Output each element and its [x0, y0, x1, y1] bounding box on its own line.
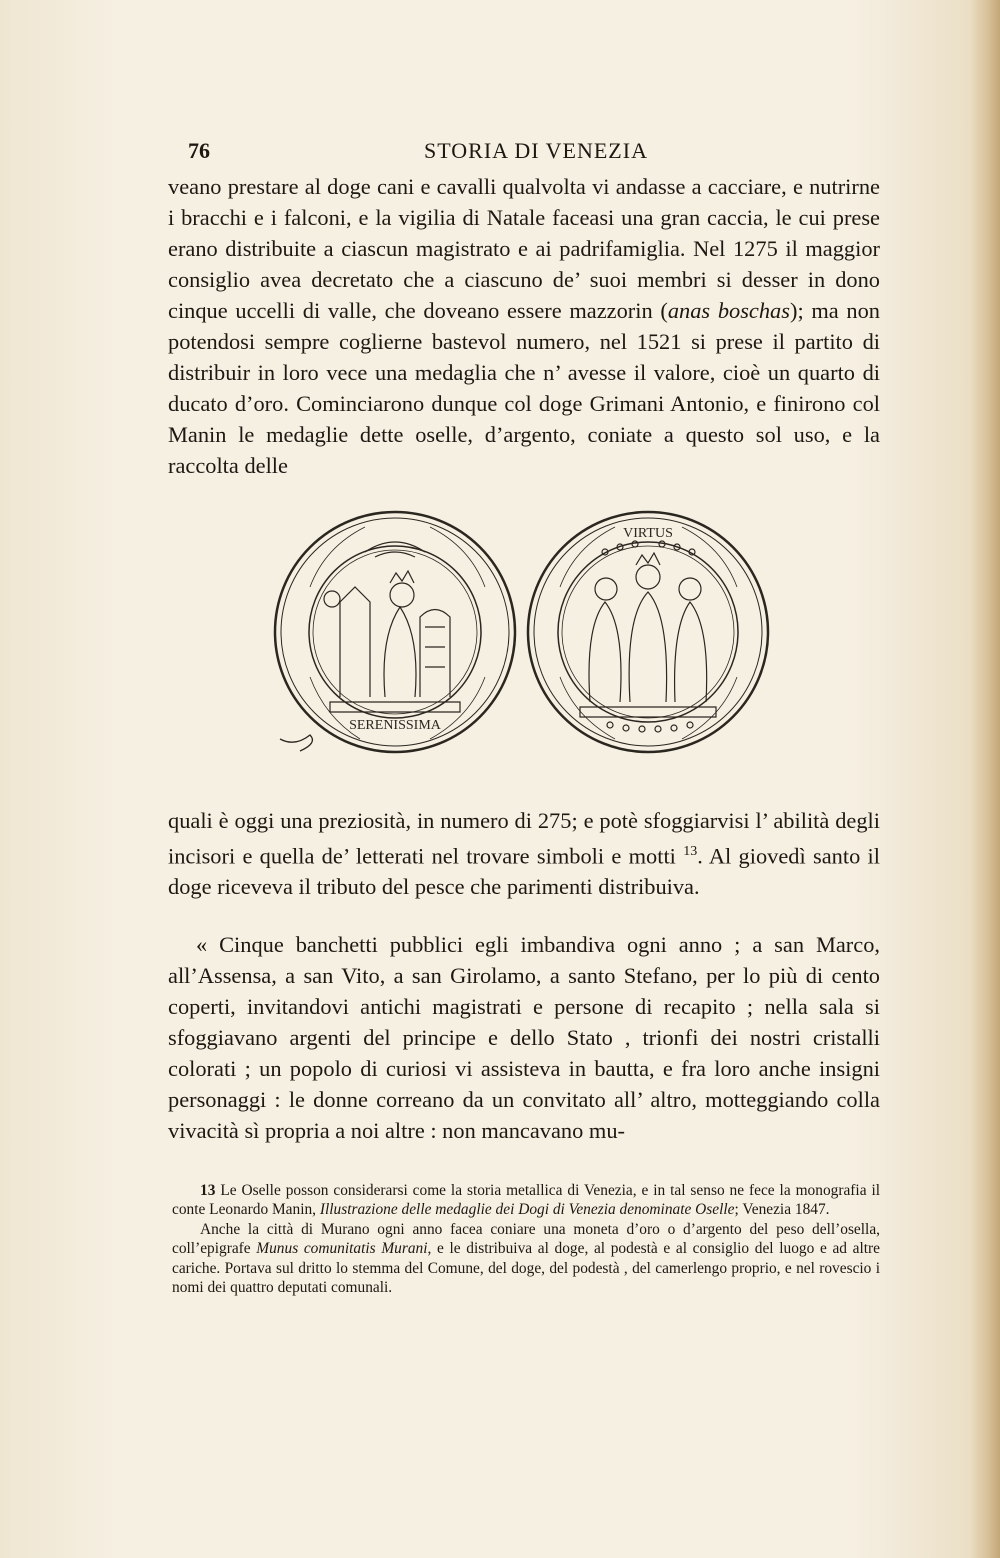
- footnote-13: [172, 1181, 880, 1220]
- paragraph-1-text-end: ); ma non potendosi sempre coglierne bastevol numero, nel 1521 si prese il partito di distribuir in loro vece una medaglia che n’ avesse il valore, cioè un quarto di ducato d’oro. Cominciarono dunque col doge Grimani Antonio, e finirono col Manin le medaglie dette oselle, d’argento, coniate a questo sol uso, e la raccolta delle: [168, 298, 880, 478]
- coin-left-inscription: SERENISSIMA: [349, 718, 441, 733]
- footnote-13-continued: [172, 1220, 880, 1298]
- page-number: 76: [188, 138, 210, 163]
- coin-right-inscription: VIRTUS: [623, 526, 673, 541]
- page-edge-shadow: [970, 0, 1000, 1558]
- footnote-ref: 13: [683, 844, 698, 859]
- paragraph-2: [168, 805, 880, 902]
- page-header: [188, 138, 882, 168]
- running-title: STORIA DI VENEZIA: [424, 138, 648, 163]
- paragraph-2-text: quali è oggi una preziosità, in numero di 275; e potè sfoggiarvisi l’ abilità degli incisori e quella de’ letterati nel trovare simboli e motti: [168, 808, 880, 869]
- coin-obverse: [275, 512, 515, 752]
- footnote-number: 13: [200, 1182, 216, 1199]
- coin-reverse: [528, 512, 768, 752]
- osella-medals-figure: [270, 507, 770, 765]
- medals-illustration: [270, 507, 770, 765]
- paragraph-1: [168, 171, 880, 481]
- footnotes: [172, 1181, 880, 1297]
- paragraph-2-text-end: . Al giovedì santo il doge riceveva il tributo del pesce che parimenti distribuiva.: [168, 843, 880, 900]
- paragraph-1-text: veano prestare al doge cani e cavalli qualvolta vi andasse a cacciare, e nutrirne i bracchi e i falconi, e la vigilia di Natale faceasi una gran caccia, le cui prese erano distribuite a ciascun magistrato e ai padrifamiglia. Nel 1275 il maggior consiglio avea decretato che a ciascuno de’ suoi membri si desser in dono cinque uccelli di valle, che doveano essere mazzorin (: [168, 174, 880, 323]
- footnote-13b-end: , e le distribuiva al doge, al podestà e al consiglio del luogo e ad altre cariche. Portava sul dritto lo stemma del Comune, del doge, del podestà , del camerlengo proprio, e nel rovescio i nomi dei quattro deputati comunali.: [172, 1240, 880, 1297]
- footnote-13b-text: Anche la città di Murano ogni anno facea coniare una moneta d’oro o d’argento del peso dell’osella, coll’epigrafe: [172, 1220, 880, 1258]
- footnote-13-text: Le Oselle posson considerarsi come la storia metallica di Venezia, e in tal senso ne fece la monografia il conte Leonardo Manin,: [172, 1182, 880, 1219]
- footnote-13b-epigraph: Munus comunitatis Murani: [256, 1240, 428, 1258]
- footnote-13-end: ; Venezia 1847.: [734, 1201, 830, 1219]
- paragraph-3-text: « Cinque banchetti pubblici egli imbandiva ogni anno ; a san Marco, all’Assensa, a san Vito, a san Girolamo, a santo Stefano, per lo più di cento coperti, invitandovi antichi magistrati e persone di recapito ; nella sala si sfoggiavano argenti del principe e dello Stato , trionfi dei nostri cristalli colorati ; un popolo di curiosi vi assisteva in bautta, e fra loro anche insigni personaggi : le donne correano da un convitato all’ altro, motteggiando colla vivacità sì propria a noi altre : non mancavano mu-: [168, 932, 880, 1143]
- paragraph-3: [168, 929, 880, 1146]
- latin-name: anas boschas: [667, 298, 790, 323]
- footnote-13-title: Illustrazione delle medaglie dei Dogi di Venezia denominate Oselle: [319, 1201, 735, 1219]
